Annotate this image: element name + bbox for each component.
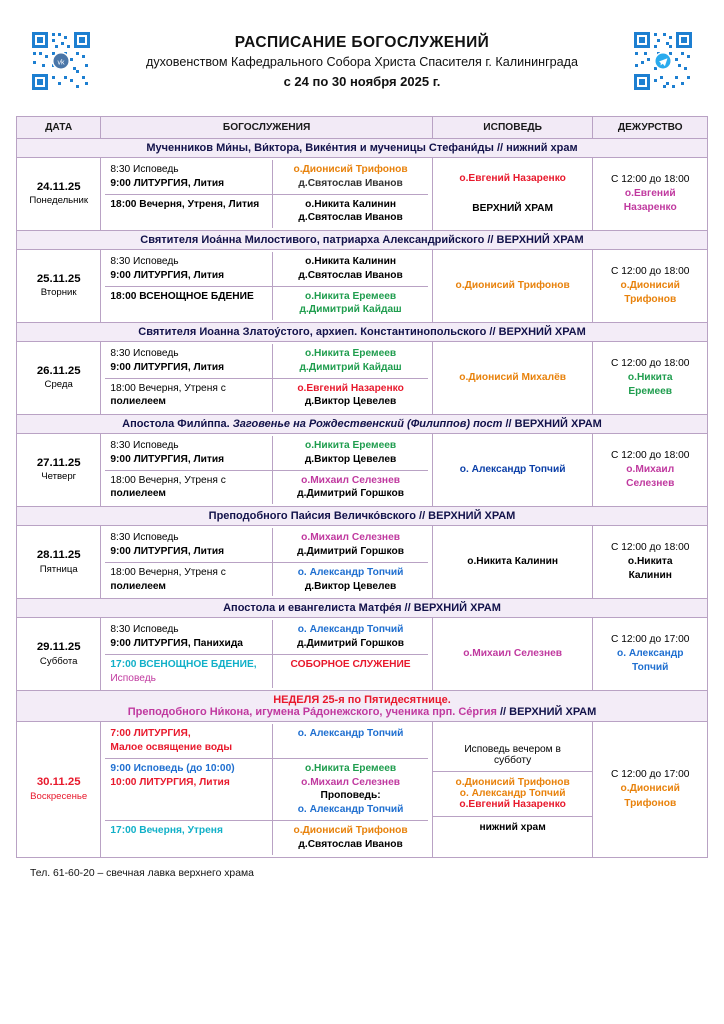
- confession-cell: о.Дионисий Трифонов: [432, 250, 593, 323]
- service-clergy: о. Александр Топчий д.Виктор Цевелев: [297, 566, 404, 592]
- saint-title: Апостола и евангелиста Матфе́я // ВЕРХНИЙ ХРАМ: [17, 599, 708, 618]
- duty-cell: С 12:00 до 18:00 о.Дионисий Трифонов: [593, 250, 708, 323]
- service-clergy: о.Никита Еремеев д.Димитрий Кайдаш: [299, 290, 402, 316]
- saint-title: Святителя Иоа́нна Милостивого, патриарха Александрийского // ВЕРХНИЙ ХРАМ: [17, 231, 708, 250]
- service-time: 8:30 Исповедь 9:00 ЛИТУРГИЯ, Лития: [105, 344, 273, 378]
- services-cell: [101, 342, 432, 415]
- service-time: 18:00 Вечерня, Утреня, Лития: [105, 195, 273, 229]
- weekday-value: Понедельник: [29, 195, 89, 207]
- weekday-value: Вторник: [40, 287, 77, 299]
- service-clergy: о.Михаил Селезнев д.Димитрий Горшков: [297, 474, 404, 500]
- service-entry: [105, 563, 427, 597]
- service-clergy: о.Никита Калинин д.Святослав Иванов: [298, 256, 403, 281]
- date-value: 24.11.25: [36, 180, 81, 193]
- weekday-value: Среда: [44, 379, 73, 391]
- saint-row: [17, 507, 708, 526]
- service-time: 18:00 Вечерня, Утреня с полиелеем: [105, 563, 273, 597]
- service-time: 17:00 Вечерня, Утреня: [105, 821, 273, 855]
- service-entry: [105, 471, 427, 505]
- confession-cell: о.Дионисий Михалёв: [432, 342, 593, 415]
- services-cell: [101, 618, 432, 691]
- service-entry: [105, 759, 427, 821]
- weekday-value: Четверг: [41, 471, 77, 483]
- duty-cell: С 12:00 до 17:00 о.Дионисий Трифонов: [593, 722, 708, 857]
- service-entry: [105, 252, 427, 287]
- table-row: [17, 250, 708, 323]
- date-value: 26.11.25: [36, 364, 81, 377]
- confession-cell: о.Евгений Назаренко ВЕРХНИЙ ХРАМ: [432, 158, 593, 231]
- service-entry: [105, 195, 427, 229]
- date-cell: [17, 526, 101, 599]
- date-value: 28.11.25: [36, 549, 81, 562]
- duty-cell: С 12:00 до 18:00 о.Михаил Селезнев: [593, 434, 708, 507]
- service-entry: [105, 379, 427, 413]
- service-clergy: о.Никита Еремеев о.Михаил Селезнев Проповедь: о. Александр Топчий: [297, 762, 404, 816]
- service-time: 18:00 ВСЕНОЩНОЕ БДЕНИЕ: [105, 287, 273, 321]
- service-entry: [105, 436, 427, 471]
- saint-row: [17, 323, 708, 342]
- table-row: [17, 342, 708, 415]
- duty-cell: С 12:00 до 18:00 о.Никита Калинин: [593, 526, 708, 599]
- date-range: с 24 по 30 ноября 2025 г.: [283, 74, 441, 89]
- service-entry: [105, 655, 427, 689]
- weekday-value: Воскресенье: [30, 790, 88, 802]
- services-cell: [101, 722, 432, 857]
- table-row: [17, 434, 708, 507]
- schedule-table: [16, 116, 708, 858]
- saint-title: Апостола Фили́ппа. Заговенье на Рождественский (Филиппов) пост // ВЕРХНИЙ ХРАМ: [17, 415, 708, 434]
- date-cell: [17, 618, 101, 691]
- services-cell: [101, 158, 432, 231]
- page-title: РАСПИСАНИЕ БОГОСЛУЖЕНИЙ: [234, 34, 490, 51]
- service-clergy: о.Дионисий Трифонов д.Святослав Иванов: [293, 164, 408, 189]
- service-clergy: СОБОРНОЕ СЛУЖЕНИЕ: [290, 658, 411, 670]
- service-entry: [105, 620, 427, 655]
- confession-cell: о. Александр Топчий: [432, 434, 593, 507]
- date-cell: [17, 342, 101, 415]
- confession-entry: о.Дионисий Трифонов о. Александр Топчий о.Евгений Назаренко: [433, 772, 593, 817]
- service-time: 18:00 Вечерня, Утреня с полиелеем: [105, 471, 273, 505]
- service-clergy: о.Михаил Селезнев д.Димитрий Горшков: [297, 532, 404, 558]
- title-block: [16, 18, 708, 89]
- col-header-duty: ДЕЖУРСТВО: [593, 117, 708, 139]
- service-entry: [105, 160, 427, 195]
- date-value: 27.11.25: [36, 457, 81, 470]
- table-row: [17, 158, 708, 231]
- telegram-qr-code: [632, 30, 694, 92]
- date-value: 25.11.25: [36, 272, 81, 285]
- services-cell: [101, 250, 432, 323]
- confession-entry: нижний храм: [479, 822, 546, 834]
- date-cell: [17, 250, 101, 323]
- duty-cell: С 12:00 до 18:00 о.Никита Еремеев: [593, 342, 708, 415]
- service-time: 8:30 Исповедь 9:00 ЛИТУРГИЯ, Лития: [105, 252, 273, 286]
- svg-text:vk: vk: [57, 59, 65, 67]
- service-clergy: о.Никита Еремеев д.Димитрий Кайдаш: [299, 348, 402, 373]
- table-row: [17, 526, 708, 599]
- page-header: [16, 18, 708, 104]
- table-row: [17, 722, 708, 857]
- service-time: 17:00 ВСЕНОЩНОЕ БДЕНИЕ, Исповедь: [105, 655, 273, 689]
- table-header-row: [17, 117, 708, 139]
- service-entry: [105, 724, 427, 759]
- service-time: 8:30 Исповедь 9:00 ЛИТУРГИЯ, Лития: [105, 436, 273, 470]
- service-entry: [105, 528, 427, 563]
- service-clergy: о.Дионисий Трифонов д.Святослав Иванов: [293, 824, 408, 850]
- service-time: 8:30 Исповедь 9:00 ЛИТУРГИЯ, Лития: [105, 160, 273, 194]
- weekday-value: Суббота: [39, 655, 78, 667]
- duty-cell: С 12:00 до 17:00 о. Александр Топчий: [593, 618, 708, 691]
- saint-row: [17, 599, 708, 618]
- service-clergy: о.Евгений Назаренко д.Виктор Цевелев: [297, 382, 404, 408]
- vk-qr-code: [30, 30, 92, 92]
- date-cell: [17, 158, 101, 231]
- saint-title: Святителя Иоанна Златоу́стого, архиеп. Константинопольского // ВЕРХНИЙ ХРАМ: [17, 323, 708, 342]
- service-clergy: о.Никита Калинин д.Святослав Иванов: [298, 198, 403, 224]
- confession-cell: о.Никита Калинин: [432, 526, 593, 599]
- service-time: 8:30 Исповедь 9:00 ЛИТУРГИЯ, Панихида: [105, 620, 273, 654]
- service-time: 7:00 ЛИТУРГИЯ, Малое освящение воды: [105, 724, 273, 758]
- service-entry: [105, 287, 427, 321]
- confession-cell: [432, 722, 593, 857]
- services-cell: [101, 526, 432, 599]
- service-entry: [105, 821, 427, 855]
- col-header-services: БОГОСЛУЖЕНИЯ: [101, 117, 432, 139]
- saint-title: Мученников Ми́ны, Ви́ктора, Вике́нтия и мученицы Стефани́ды // нижний храм: [17, 139, 708, 158]
- weekday-value: Пятница: [39, 563, 78, 575]
- table-row: [17, 618, 708, 691]
- saint-row: [17, 691, 708, 722]
- date-cell: [17, 722, 101, 857]
- service-clergy: о. Александр Топчий: [297, 728, 404, 740]
- col-header-confession: ИСПОВЕДЬ: [432, 117, 593, 139]
- date-cell: [17, 434, 101, 507]
- saint-title: Преподобного Паи́сия Величко́вского // ВЕРХНИЙ ХРАМ: [17, 507, 708, 526]
- confession-cell: о.Михаил Селезнев: [432, 618, 593, 691]
- date-value: 30.11.25: [36, 776, 81, 789]
- col-header-date: ДАТА: [17, 117, 101, 139]
- service-entry: [105, 344, 427, 379]
- service-clergy: о. Александр Топчий д.Димитрий Горшков: [297, 624, 404, 650]
- services-cell: [101, 434, 432, 507]
- page-subtitle: духовенством Кафедрального Собора Христа Спасителя г. Калининграда: [145, 55, 579, 69]
- date-value: 29.11.25: [36, 641, 81, 654]
- confession-entry: Исповедь вечером в субботу: [433, 740, 593, 772]
- saint-row: [17, 139, 708, 158]
- footer-phone: Тел. 61-60-20 – свечная лавка верхнего храма: [30, 867, 254, 879]
- saint-row: [17, 415, 708, 434]
- service-clergy: о.Никита Еремеев д.Виктор Цевелев: [304, 440, 397, 465]
- saint-row: [17, 231, 708, 250]
- service-time: 9:00 Исповедь (до 10:00) 10:00 ЛИТУРГИЯ, Лития: [105, 759, 273, 820]
- service-time: 8:30 Исповедь 9:00 ЛИТУРГИЯ, Лития: [105, 528, 273, 562]
- service-time: 18:00 Вечерня, Утреня с полиелеем: [105, 379, 273, 413]
- saint-title: НЕДЕЛЯ 25-я по Пятидесятнице. Преподобного Ни́кона, игумена Ра́донежского, ученика прп. Се́ргия // ВЕРХНИЙ ХРАМ: [17, 691, 708, 722]
- duty-cell: С 12:00 до 18:00 о.Евгений Назаренко: [593, 158, 708, 231]
